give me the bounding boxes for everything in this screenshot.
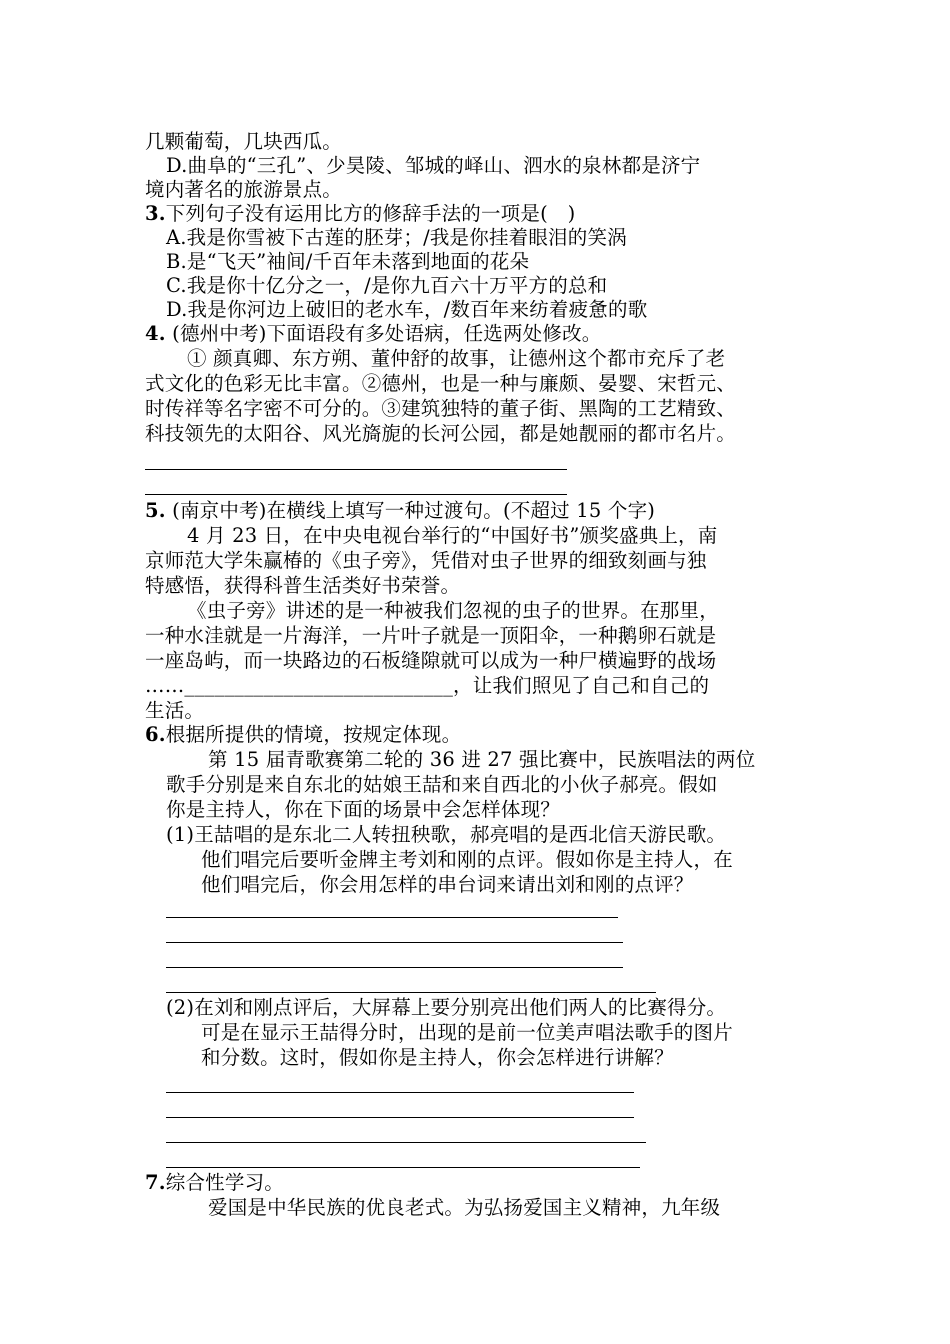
q4-answer-line xyxy=(145,469,567,470)
q4-passage-line: ① 颜真卿、东方朔、董仲舒的故事，让德州这个都市充斥了老 xyxy=(187,347,726,370)
q4-stem xyxy=(145,322,601,346)
q2-option-d-line1: D.曲阜的“三孔”、少昊陵、邹城的峄山、泗水的泉林都是济宁 xyxy=(166,154,701,177)
q3-option-a: A.我是你雪被下古莲的胚芽；/我是你挂着眼泪的笑涡 xyxy=(166,226,627,249)
q4-number: 4. xyxy=(145,322,166,345)
q6-sub2-line: (2)在刘和刚点评后，大屏幕上要分别亮出他们两人的比赛得分。 xyxy=(166,996,727,1019)
q4-answer-line xyxy=(145,494,567,495)
q6-sub2-answer-line xyxy=(166,1092,634,1093)
q6-sub2-answer-line xyxy=(166,1142,646,1143)
q5-para2-line: 一座岛屿，而一块路边的石板缝隙就可以成为一种尸横遍野的战场 xyxy=(145,649,717,672)
q6-intro-line: 你是主持人，你在下面的场景中会怎样体现？ xyxy=(166,798,561,821)
q5-para2-line: 《虫子旁》讲述的是一种被我们忽视的虫子的世界。在那里， xyxy=(187,599,719,622)
q6-sub1-line: (1)王喆唱的是东北二人转扭秧歌，郝亮唱的是西北信天游民歌。 xyxy=(166,823,727,846)
q7-intro-line: 爱国是中华民族的优良老式。为弘扬爱国主义精神，九年级 xyxy=(208,1196,721,1219)
q6-sub1-line: 他们唱完后，你会用怎样的串台词来请出刘和刚的点评？ xyxy=(201,873,694,896)
q6-sub1-answer-line xyxy=(166,967,623,968)
q3-number: 3. xyxy=(145,202,166,225)
q6-stem-text: 根据所提供的情境，按规定体现。 xyxy=(165,723,462,746)
q2-continuation-line: 几颗葡萄，几块西瓜。 xyxy=(145,130,343,153)
q5-para1-line: 京师范大学朱赢椿的《虫子旁》，凭借对虫子世界的细致刻画与独 xyxy=(145,549,707,572)
q6-sub1-answer-line xyxy=(166,992,656,993)
q7-stem xyxy=(145,1171,284,1195)
q6-sub2-line: 可是在显示王喆得分时，出现的是前一位美声唱法歌手的图片 xyxy=(201,1021,733,1044)
q6-intro-line: 歌手分别是来自东北的姑娘王喆和来自西北的小伙子郝亮。假如 xyxy=(166,773,718,796)
q4-stem-text: (德州中考)下面语段有多处语病，任选两处修改。 xyxy=(165,322,602,345)
q6-sub2-answer-line xyxy=(166,1167,640,1168)
q6-sub2-answer-line xyxy=(166,1117,634,1118)
q3-stem xyxy=(145,202,575,226)
q5-para2-line: 生活。 xyxy=(145,699,205,722)
q7-stem-text: 综合性学习。 xyxy=(165,1171,284,1194)
q5-para2-blank-line: ……___________________________，让我们照见了自己和自己的 xyxy=(145,674,710,697)
q5-stem-text: (南京中考)在横线上填写一种过渡句。(不超过 15 个字) xyxy=(165,499,656,522)
q6-intro-line: 第 15 届青歌赛第二轮的 36 进 27 强比赛中，民族唱法的两位 xyxy=(208,748,756,771)
q5-para1-line: 4 月 23 日，在中央电视台举行的“中国好书”颁奖盛典上，南 xyxy=(187,524,718,547)
q3-option-b: B.是“飞天”袖间/千百年未落到地面的花朵 xyxy=(166,250,530,273)
q3-stem-text: 下列句子没有运用比方的修辞手法的一项是( ) xyxy=(165,202,576,225)
q4-passage-line: 时传祥等名字密不可分的。③建筑独特的董子街、黑陶的工艺精致、 xyxy=(145,397,737,420)
q6-sub1-answer-line xyxy=(166,942,623,943)
q5-para2-line: 一种水洼就是一片海洋，一片叶子就是一顶阳伞，一种鹅卵石就是 xyxy=(145,624,717,647)
q4-passage-line: 式文化的色彩无比丰富。②德州，也是一种与廉颇、晏婴、宋哲元、 xyxy=(145,372,737,395)
q3-option-c: C.我是你十亿分之一，/是你九百六十万平方的总和 xyxy=(166,274,608,297)
q6-sub1-line: 他们唱完后要听金牌主考刘和刚的点评。假如你是主持人，在 xyxy=(201,848,733,871)
q7-number: 7. xyxy=(145,1171,166,1194)
q3-option-d: D.我是你河边上破旧的老水车，/数百年来纺着疲惫的歌 xyxy=(166,298,648,321)
q6-number: 6. xyxy=(145,723,166,746)
q6-sub2-line: 和分数。这时，假如你是主持人，你会怎样进行讲解？ xyxy=(201,1046,674,1069)
q6-sub1-answer-line xyxy=(166,917,618,918)
q5-number: 5. xyxy=(145,499,166,522)
q5-stem xyxy=(145,499,655,523)
q5-para1-line: 特感悟，获得科普生活类好书荣誉。 xyxy=(145,574,461,597)
q6-stem xyxy=(145,723,461,747)
q4-passage-line: 科技领先的太阳谷、风光旖旎的长河公园，都是她靓丽的都市名片。 xyxy=(145,422,737,445)
q2-option-d-line2: 境内著名的旅游景点。 xyxy=(145,178,343,201)
